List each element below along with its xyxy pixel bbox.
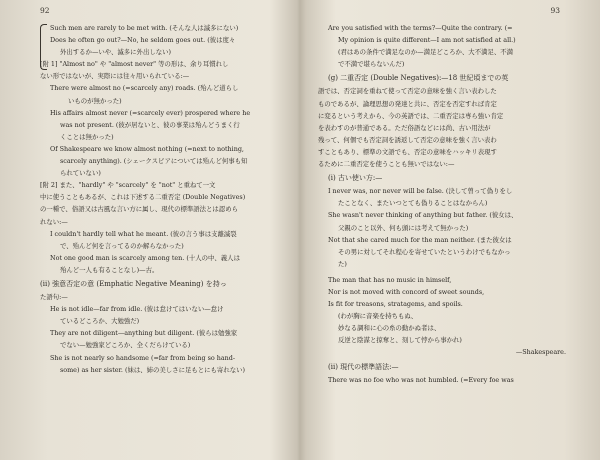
text-line: There were almost no (=scarcely any) roads. (殆んど道らし — [50, 84, 239, 93]
text-line: Are you satisfied with the terms?—Quite the contrary. (= — [328, 24, 513, 32]
text-line: scarcely anything). (シェークスピアについては殆んど何事も知 — [60, 157, 248, 166]
right-page-text — [318, 22, 574, 386]
text-line: その男に対してそれ程心を寄せていたというわけでもなかっ — [338, 247, 511, 256]
text-line: They are not diligent—anything but diligent. (彼らは勉強家 — [50, 329, 238, 338]
text-line: ない形ではないが、実際には往々用いられている:— — [40, 72, 190, 81]
text-line: [附 2] また、"hardly" や "scarcely" を "not" と重ねて一文 — [40, 181, 216, 190]
text-line: 語では、否定詞を重ねて使って否定の意味を強く言い表わした — [318, 87, 497, 96]
text-line: Not that she cared much for the man neither. (また彼女は — [328, 235, 512, 244]
text-line: His affairs almost never (=scarcely ever) prospered where he — [50, 108, 251, 117]
verse-line: The man that has no music in himself, — [328, 275, 452, 284]
text-line: たことなく、またいつとても偽りることはなからん) — [338, 199, 488, 208]
right-page — [302, 0, 600, 460]
text-line: She is not nearly so handsome (=far from being so hand- — [50, 353, 236, 362]
text-line: was not present. (彼が居ないと、彼の事業は殆んどうまく行 — [60, 120, 240, 129]
text-line: He is not idle—far from idle. (彼は怠けてはいない—怠け — [50, 305, 224, 314]
text-line: いものが無かった) — [68, 96, 122, 105]
text-line: で、殆んど何を言ってるのか解らなかった) — [60, 241, 184, 250]
text-line: ているどころか、大勉強だ) — [60, 317, 140, 326]
quote-attribution: —Shakespeare. — [515, 348, 566, 357]
subsection-heading: (ii) 現代の標準語法:— — [328, 362, 399, 371]
text-line: れない:— — [40, 217, 68, 226]
verse-translation-line: 妙なる調和に心の糸の動かぬ者は、 — [338, 324, 441, 333]
text-line: I never was, nor never will be false. (決して曽って偽りをし — [328, 187, 513, 196]
text-line: 殆んど一人も有ることなし)—古。 — [60, 265, 159, 274]
text-line: くことは無かった) — [60, 132, 114, 141]
text-line: でない—勉強家どころか、全くだらけている) — [60, 341, 191, 350]
verse-line: Is fit for treasons, stratagems, and spoils. — [328, 300, 463, 309]
text-line: some) as her sister. (妹は、姉の美しさに足もとにも寄れない) — [60, 365, 245, 374]
text-line: を表わすのが普通である。ただ俗語などには尚、古い用法が — [318, 123, 491, 132]
verse-translation-line: 反逆と陰謀と掠奪と、刻して悖から事かれ) — [338, 336, 462, 345]
text-line: ものであるが、論理思想の発達と共に、否定を否定すれば肯定 — [318, 99, 497, 108]
text-line: た語句:— — [40, 293, 68, 302]
text-line: Does he often go out?—No, he seldom goes out. (彼は度々 — [50, 36, 236, 45]
verse-translation-line: (わが胸に音楽を持ちもぬ、 — [338, 312, 418, 321]
text-line: で不満で堪らないんだ) — [338, 60, 405, 69]
subsection-heading: (i) 古い使い方:— — [328, 174, 383, 183]
section-heading: (g) 二重否定 (Double Negatives):—18 世紀頃までの英 — [328, 74, 509, 83]
text-line: の一種で、俗語又は古風な言い方に属し、現代の標準語法とは認めら — [40, 205, 238, 214]
page-number-left: 92 — [40, 6, 50, 15]
text-line: Of Shakespeare we know almost nothing (=next to nothing, — [50, 144, 244, 153]
left-page-text — [40, 22, 288, 376]
text-line: に変るという考えから、今の英語では、二重否定は専ら強い肯定 — [318, 111, 504, 120]
text-line: られていない) — [60, 169, 101, 178]
example-bracket-group — [40, 22, 288, 58]
text-line: 外出するか—いや、滅多に外出しない) — [60, 48, 172, 57]
text-line: 残って、何個でも否定詞を誘返して否定の意味を強く言い表わ — [318, 135, 497, 144]
text-line: た) — [338, 259, 347, 268]
text-line: She wasn't never thinking of anything but father. (彼女は、 — [328, 211, 518, 220]
text-line: Such men are rarely to be met with. (そんな人は滅多にない) — [50, 24, 239, 32]
text-line: There was no foe who was not humbled. (=Every foe was — [328, 375, 514, 384]
text-line: 中に使うこともあるが、これは下述する二重否定 (Double Negatives) — [40, 193, 246, 202]
text-line: (君はあの条件で満足なのか—満足どころか、大不満足、不満 — [338, 48, 514, 57]
text-line: 父親のこと以外、何も頭には考えて無かった) — [338, 223, 469, 232]
text-line: [附 1] "Almost no" や "almost never" 等の形は、余り耳慣れし — [40, 60, 229, 69]
verse-line: Nor is not moved with concord of sweet sounds, — [328, 287, 485, 296]
text-line: Not one good man is scarcely among ten. (十人の中、義人は — [50, 253, 240, 262]
text-line: るために二重否定を使うことも無いではない:— — [318, 160, 455, 169]
section-heading: (ii) 強意否定の意 (Emphatic Negative Meaning) を持っ — [40, 279, 227, 288]
text-line: My opinion is quite different—I am not satisfied at all.) — [338, 36, 516, 45]
text-line: I couldn't hardly tell what he meant. (彼の言う事は支離滅裂 — [50, 229, 237, 238]
text-line: すこともあり、標準の文語でも、否定の意味をハッキリ表現す — [318, 147, 497, 156]
bracket-mark — [40, 24, 47, 70]
page-number-right: 93 — [550, 6, 560, 15]
left-page — [0, 0, 298, 460]
